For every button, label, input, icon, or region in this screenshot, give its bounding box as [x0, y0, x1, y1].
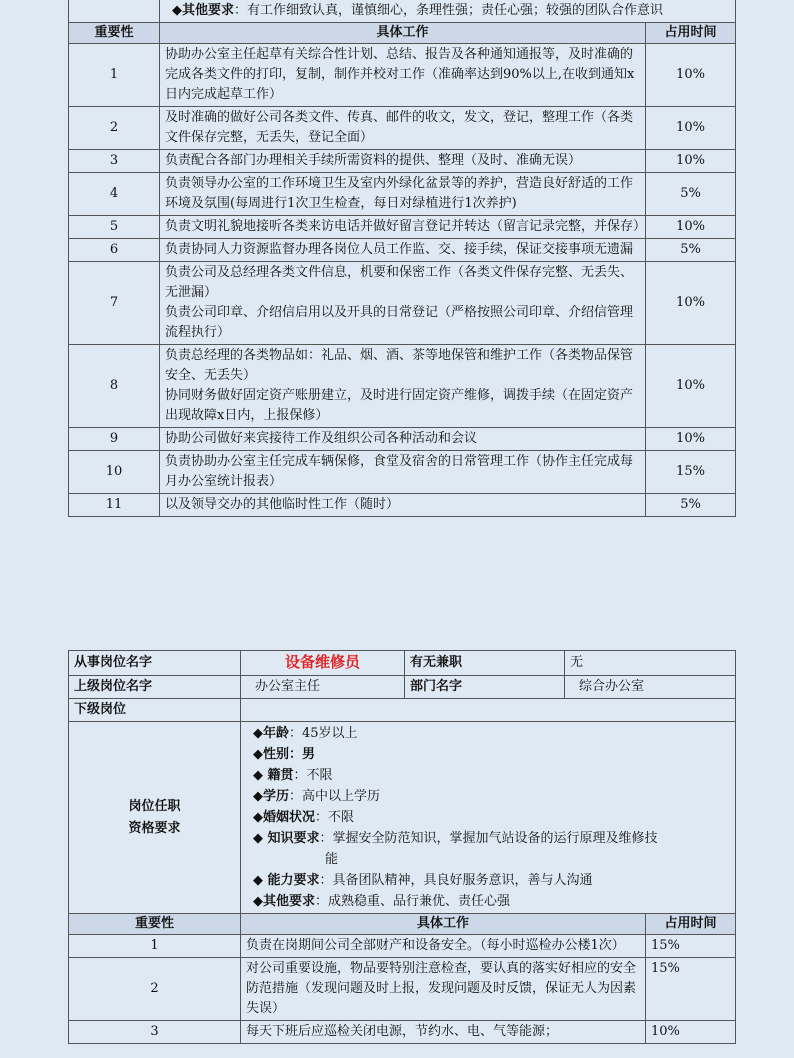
qual-label: ◆年龄	[253, 726, 289, 741]
post-name-row	[69, 651, 736, 676]
row-work: 及时准确的做好公司各类文件、传真、邮件的收文，发文，登记，整理工作（各类文件保存完整，无丢失，登记全面）	[160, 107, 646, 150]
qualification-label-line2: 资格要求	[128, 820, 181, 836]
table-row	[69, 262, 736, 345]
table2-header-row	[69, 914, 736, 935]
row-time: 10%	[646, 216, 736, 239]
qual-label: ◆性别：男	[253, 747, 315, 762]
qual-label: ◆ 知识要求	[253, 831, 320, 846]
dept-label: 部门名字	[405, 676, 565, 699]
table-row	[69, 173, 736, 216]
row-time: 10%	[646, 345, 736, 428]
qual-item	[253, 891, 730, 912]
row-work: 负责领导办公室的工作环境卫生及室内外绿化盆景等的养护，营造良好舒适的工作环境及氛围(每周进行1次卫生检查，每日对绿植进行1次养护)	[160, 173, 646, 216]
header-work: 具体工作	[241, 914, 646, 935]
other-requirements-label: ◆其他要求	[172, 3, 234, 18]
qual-label: ◆ 能力要求	[253, 873, 320, 888]
other-requirements-text: ：有工作细致认真，谨慎细心，条理性强；责任心强；较强的团队合作意识	[234, 3, 664, 18]
qual-text: ：具备团队精神，具良好服务意识，善与人沟通	[319, 873, 593, 888]
header-work: 具体工作	[160, 23, 646, 44]
row-number: 6	[69, 239, 160, 262]
qual-text: ：高中以上学历	[289, 789, 381, 804]
header-importance: 重要性	[69, 23, 160, 44]
table-row	[69, 107, 736, 150]
row-number: 2	[69, 958, 241, 1021]
qual-text: ：不限	[315, 810, 355, 825]
table-row	[69, 958, 736, 1021]
qual-label: ◆学历	[253, 789, 289, 804]
table-row	[69, 239, 736, 262]
row-work	[160, 345, 646, 428]
table1-header-row	[69, 23, 736, 44]
qual-label: ◆婚姻状况	[253, 810, 315, 825]
row-number: 8	[69, 345, 160, 428]
superior-value: 办公室主任	[241, 676, 405, 699]
row-number: 2	[69, 107, 160, 150]
row-time: 5%	[646, 239, 736, 262]
row-time: 10%	[646, 428, 736, 451]
row-work: 负责在岗期间公司全部财产和设备安全。（每小时巡检办公楼1次）	[241, 935, 646, 958]
concurrent-value: 无	[565, 651, 736, 676]
row-number: 3	[69, 1021, 241, 1044]
other-requirements-cell	[160, 0, 736, 23]
row-number: 10	[69, 451, 160, 494]
table-row	[69, 150, 736, 173]
row-number: 9	[69, 428, 160, 451]
qual-text: ：成熟稳重、品行兼优、责任心强	[315, 894, 511, 909]
concurrent-label: 有无兼职	[405, 651, 565, 676]
table-row	[69, 1021, 736, 1044]
subordinate-row	[69, 699, 736, 722]
row-number: 3	[69, 150, 160, 173]
row-time: 15%	[646, 958, 736, 1021]
qual-item	[253, 744, 730, 765]
row-time: 10%	[646, 262, 736, 345]
row-work-line: 协同财务做好固定资产账册建立，及时进行固定资产维修，调拨手续（在固定资产出现故障x日内，上报保修）	[165, 388, 634, 423]
other-requirements-row	[69, 0, 736, 23]
header-time: 占用时间	[646, 914, 736, 935]
row-work-line: 负责公司及总经理各类文件信息，机要和保密工作（各类文件保存完整、无丢失、无泄漏）	[165, 265, 634, 300]
qual-text: 能	[325, 852, 339, 867]
header-importance: 重要性	[69, 914, 241, 935]
job-duties-table-1	[68, 0, 736, 517]
table-row	[69, 216, 736, 239]
qual-item	[253, 870, 730, 891]
row-number: 11	[69, 494, 160, 517]
job-profile-table-2	[68, 650, 736, 1044]
row-number: 4	[69, 173, 160, 216]
qual-text: ：不限	[293, 768, 333, 783]
post-name-cell	[241, 651, 405, 676]
qual-text: ：45岁以上	[289, 726, 358, 741]
qual-label: ◆ 籍贯	[253, 768, 294, 783]
qual-item	[253, 723, 730, 744]
qual-item	[253, 765, 730, 786]
qualification-label	[69, 722, 241, 914]
qual-label: ◆其他要求	[253, 894, 315, 909]
qualification-row	[69, 722, 736, 914]
table-row	[69, 44, 736, 107]
row-work: 负责协助办公室主任完成车辆保修，食堂及宿舍的日常管理工作（协作主任完成每月办公室统计报表）	[160, 451, 646, 494]
table-row	[69, 451, 736, 494]
qual-item	[253, 828, 730, 849]
row-work-line: 负责公司印章、介绍信启用以及开具的日常登记（严格按照公司印章、介绍信管理流程执行）	[165, 305, 634, 340]
row-time: 10%	[646, 44, 736, 107]
row-time: 10%	[646, 1021, 736, 1044]
dept-value: 综合办公室	[565, 676, 736, 699]
row-work-line: 负责总经理的各类物品如：礼品、烟、酒、茶等地保管和维护工作（各类物品保管安全、无丢失）	[165, 348, 634, 383]
row-time: 10%	[646, 150, 736, 173]
superior-label: 上级岗位名字	[69, 676, 241, 699]
row-number: 1	[69, 935, 241, 958]
row-time: 5%	[646, 494, 736, 517]
qualification-label-line1: 岗位任职	[128, 798, 181, 814]
qual-item-continuation	[253, 849, 730, 870]
qual-item	[253, 807, 730, 828]
table-row	[69, 345, 736, 428]
row-time: 15%	[646, 451, 736, 494]
row-work: 负责文明礼貌地接听各类来访电话并做好留言登记并转达（留言记录完整，并保存）	[160, 216, 646, 239]
header-time: 占用时间	[646, 23, 736, 44]
row-number: 7	[69, 262, 160, 345]
row-work: 负责配合各部门办理相关手续所需资料的提供、整理（及时、准确无误）	[160, 150, 646, 173]
row-time: 10%	[646, 107, 736, 150]
qualification-list	[241, 722, 736, 914]
row-time: 15%	[646, 935, 736, 958]
row-work	[160, 262, 646, 345]
qual-text: ：掌握安全防范知识，掌握加气站设备的运行原理及维修技	[319, 831, 658, 846]
row-number: 1	[69, 44, 160, 107]
qual-item	[253, 786, 730, 807]
subordinate-label: 下级岗位	[69, 699, 241, 722]
row-number: 5	[69, 216, 160, 239]
row-work: 协助办公室主任起草有关综合性计划、总结、报告及各种通知通报等，及时准确的完成各类文件的打印，复制，制作并校对工作（准确率达到90%以上,在收到通知x日内完成起草工作）	[160, 44, 646, 107]
superior-row	[69, 676, 736, 699]
table-row	[69, 494, 736, 517]
subordinate-value	[241, 699, 736, 722]
row-time: 5%	[646, 173, 736, 216]
row-work: 以及领导交办的其他临时性工作（随时）	[160, 494, 646, 517]
post-name-value: 设备维修员	[284, 653, 360, 671]
row-work: 协助公司做好来宾接待工作及组织公司各种活动和会议	[160, 428, 646, 451]
row-work: 对公司重要设施，物品要特别注意检查，要认真的落实好相应的安全防范措施（发现问题及时上报，发现问题及时反馈，保证无人为因素失误）	[241, 958, 646, 1021]
row-work: 负责协同人力资源监督办理各岗位人员工作监、交、接手续，保证交接事项无遗漏	[160, 239, 646, 262]
post-name-label: 从事岗位名字	[69, 651, 241, 676]
table-row	[69, 428, 736, 451]
row-work: 每天下班后应巡检关闭电源，节约水、电、气等能源；	[241, 1021, 646, 1044]
table-row	[69, 935, 736, 958]
